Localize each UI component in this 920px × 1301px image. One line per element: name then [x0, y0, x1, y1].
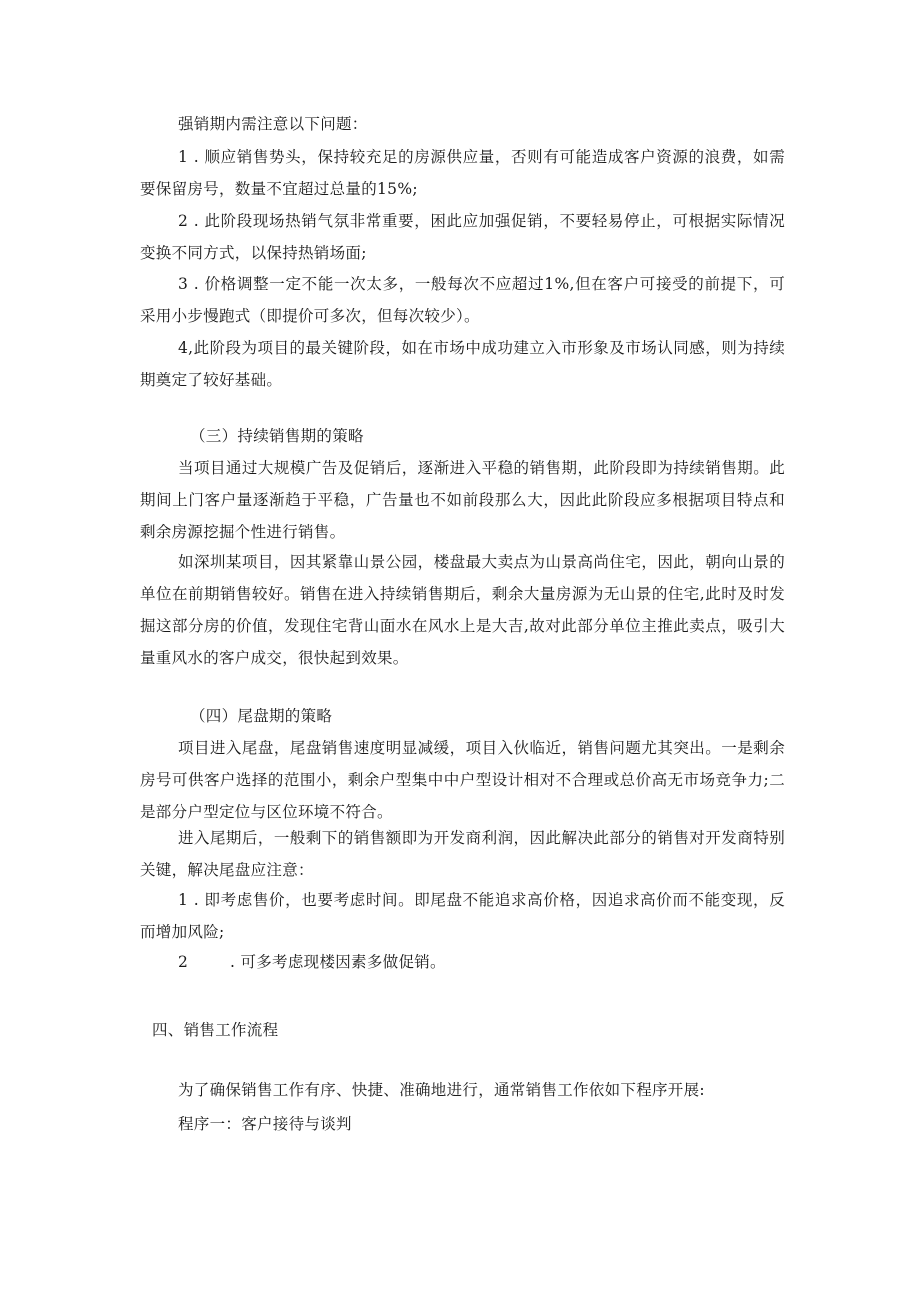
tail-item-2-text: . 可多考虑现楼因素多做促销。 [230, 953, 446, 971]
procedure-1: 程序一：客户接待与谈判 [178, 1115, 352, 1133]
strong-item-2: 2 . 此阶段现场热销气氛非常重要，困此应加强促销，不要轻易停止，可根据实际情况变换不同方式，以保持热销场面; [140, 212, 785, 262]
section-3-heading: （三）持续销售期的策略 [190, 427, 364, 445]
tail-item-2-number: 2 [178, 953, 189, 971]
section-4-paragraph-1: 项目进入尾盘，尾盘销售速度明显减缓，项目入伙临近，销售问题尤其突出。一是剩余房号可供客户选择的范围小，剩余户型集中中户型设计相对不合理或总价高无市场竞争力;二是部分户型定位与区位环境不符合。 [140, 739, 785, 821]
strong-item-4: 4,此阶段为项目的最关键阶段，如在市场中成功建立入市形象及市场认同感，则为持续期奠定了较好基础。 [140, 339, 785, 389]
section-3-paragraph-1: 当项目通过大规模广告及促销后，逐渐进入平稳的销售期，此阶段即为持续销售期。此期间上门客户量逐渐趋于平稳，广告量也不如前段那么大，因此此阶段应多根据项目特点和剩余房源挖掘个性进行销售。 [140, 459, 785, 541]
strong-period-intro: 强销期内需注意以下问题： [178, 115, 368, 133]
section-3-paragraph-2: 如深圳某项目，因其紧靠山景公园，楼盘最大卖点为山景高尚住宅，因此，朝向山景的单位在前期销售较好。销售在进入持续销售期后，剩余大量房源为无山景的住宅,此时及时发掘这部分房的价值，发现住宅背山面水在风水上是大吉,故对此部分单位主推此卖点，吸引大量重风水的客户成交，很快起到效果。 [140, 553, 785, 667]
strong-item-3: 3 . 价格调整一定不能一次太多，一般每次不应超过1%,但在客户可接受的前提下，可采用小步慢跑式（即提价可多次，但每次较少）。 [140, 275, 785, 325]
section-4-paragraph-2: 进入尾期后，一般剩下的销售额即为开发商利润，因此解决此部分的销售对开发商特别关键，解决尾盘应注意： [140, 829, 785, 879]
chapter-4-intro: 为了确保销售工作有序、快捷、准确地进行，通常销售工作依如下程序开展: [178, 1081, 705, 1099]
chapter-4-heading: 四、销售工作流程 [152, 1021, 279, 1039]
tail-item-1: 1 . 即考虑售价，也要考虑时间。即尾盘不能追求高价格，因追求高价而不能变现，反而增加风险; [140, 891, 785, 941]
strong-item-1: 1 . 顺应销售势头，保持较充足的房源供应量，否则有可能造成客户资源的浪费，如需要保留房号，数量不宜超过总量的15%; [140, 148, 785, 198]
tail-item-2 [178, 946, 446, 978]
section-4-heading: （四）尾盘期的策略 [190, 707, 333, 725]
